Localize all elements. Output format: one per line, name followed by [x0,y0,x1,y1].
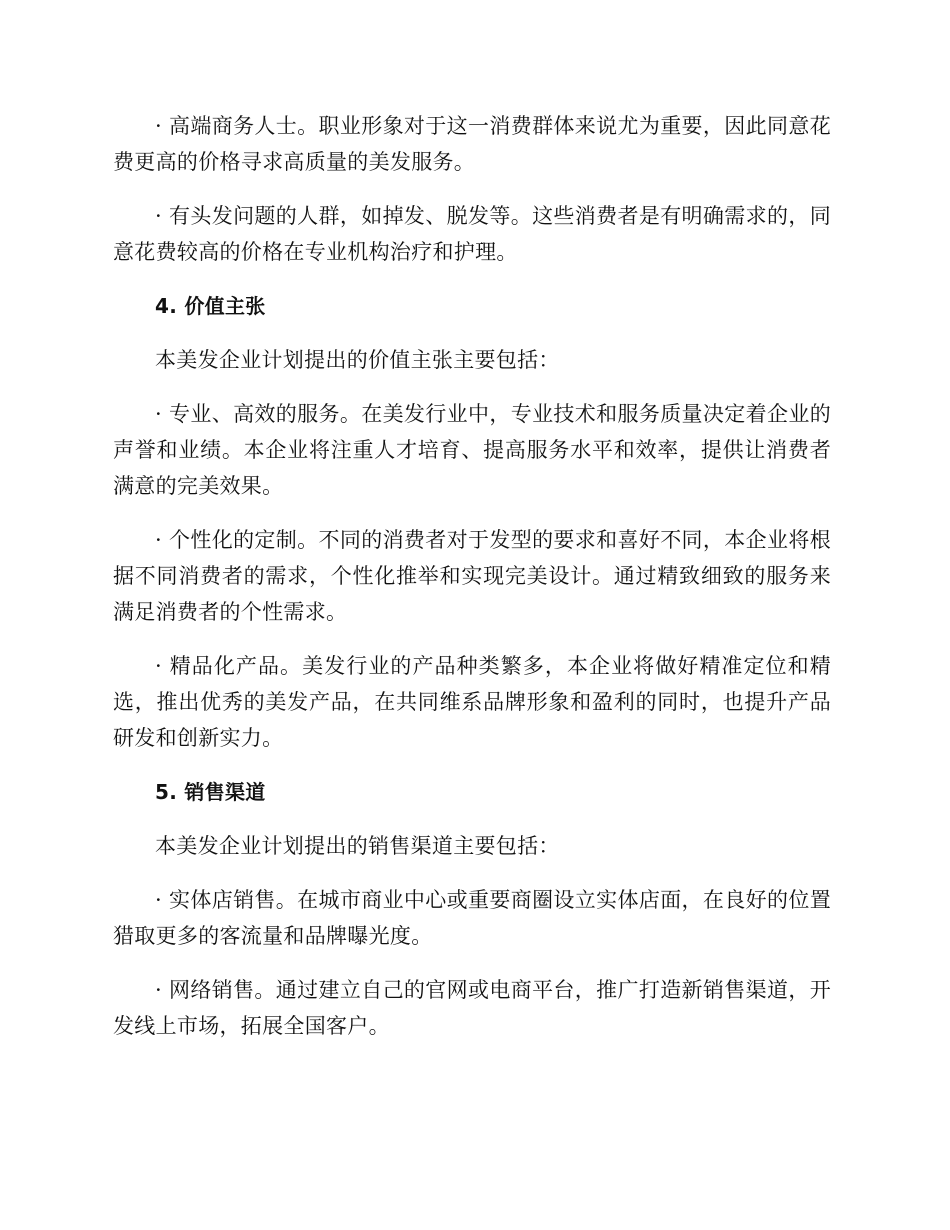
bullet-paragraph-business-people: · 高端商务人士。职业形象对于这一消费群体来说尤为重要，因此同意花费更高的价格寻求高质量的美发服务。 [113,114,831,174]
bullet-paragraph-hair-problems: · 有头发问题的人群，如掉发、脱发等。这些消费者是有明确需求的，同意花费较高的价格在专业机构治疗和护理。 [113,204,831,264]
bullet-paragraph-physical-store: · 实体店销售。在城市商业中心或重要商圈设立实体店面，在良好的位置猎取更多的客流量和品牌曝光度。 [113,888,831,948]
bullet-paragraph-customization: · 个性化的定制。不同的消费者对于发型的要求和喜好不同，本企业将根据不同消费者的需求，个性化推举和实现完美设计。通过精致细致的服务来满足消费者的个性需求。 [113,528,831,624]
bullet-paragraph-premium-products: · 精品化产品。美发行业的产品种类繁多，本企业将做好精准定位和精选，推出优秀的美发产品，在共同维系品牌形象和盈利的同时，也提升产品研发和创新实力。 [113,654,831,750]
bullet-paragraph-professional-service: · 专业、高效的服务。在美发行业中，专业技术和服务质量决定着企业的声誉和业绩。本企业将注重人才培育、提高服务水平和效率，提供让消费者满意的完美效果。 [113,402,831,498]
bullet-paragraph-online-sales: · 网络销售。通过建立自己的官网或电商平台，推广打造新销售渠道，开发线上市场，拓展全国客户。 [113,978,831,1038]
section-heading-sales-channels: 5. 销售渠道 [155,780,266,804]
sales-channels-intro: 本美发企业计划提出的销售渠道主要包括： [155,834,560,858]
section-heading-value-proposition: 4. 价值主张 [155,294,266,318]
document-page [113,108,831,1062]
value-proposition-intro: 本美发企业计划提出的价值主张主要包括： [155,348,560,372]
